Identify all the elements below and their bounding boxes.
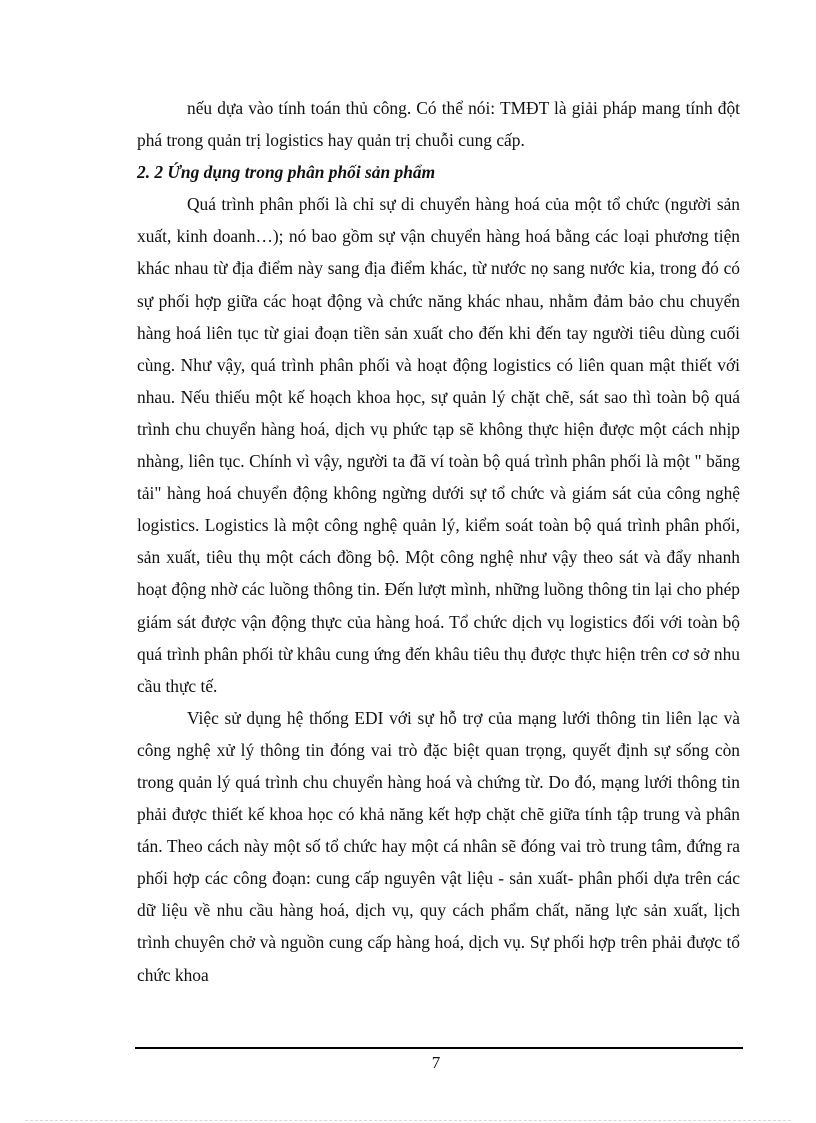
page-bottom-edge	[25, 1120, 791, 1121]
page-body	[137, 92, 740, 991]
section-heading: 2. 2 Ứng dụng trong phân phối sản phẩm	[137, 162, 436, 183]
paragraph-edi: Việc sử dụng hệ thống EDI với sự hỗ trợ của mạng lưới thông tin liên lạc và công nghệ xử lý thông tin đóng vai trò đặc biệt quan trọng, quyết định sự sống còn trong quản lý quá trình chu chuyển hàng hoá và chứng từ. Do đó, mạng lưới thông tin phải được thiết kế khoa học có khả năng kết hợp chặt chẽ giữa tính tập trung và phân tán. Theo cách này một số tổ chức hay một cá nhân sẽ đóng vai trò trung tâm, đứng ra phối hợp các công đoạn: cung cấp nguyên vật liệu - sản xuất- phân phối dựa trên các dữ liệu về nhu cầu hàng hoá, dịch vụ, quy cách phẩm chất, năng lực sản xuất, lịch trình chuyên chở và nguồn cung cấp hàng hoá, dịch vụ. Sự phối hợp trên phải được tổ chức khoa	[137, 707, 740, 985]
paragraph-distribution: Quá trình phân phối là chỉ sự di chuyển hàng hoá của một tổ chức (người sản xuất, kinh doanh…); nó bao gồm sự vận chuyển hàng hoá bằng các loại phương tiện khác nhau từ địa điểm này sang địa điểm khác, từ nước nọ sang nước kia, trong đó có sự phối hợp giữa các hoạt động và chức năng khác nhau, nhằm đảm bảo chu chuyển hàng hoá liên tục từ giai đoạn tiền sản xuất cho đến khi đến tay người tiêu dùng cuối cùng. Như vậy, quá trình phân phối và hoạt động logistics có liên quan mật thiết với nhau. Nếu thiếu một kế hoạch khoa học, sự quản lý chặt chẽ, sát sao thì toàn bộ quá trình chu chuyển hàng hoá, dịch vụ phức tạp sẽ không thực hiện được một cách nhịp nhàng, liên tục. Chính vì vậy, người ta đã ví toàn bộ quá trình phân phối là một " băng tải" hàng hoá chuyển động không ngừng dưới sự tổ chức và giám sát của công nghệ logistics. Logistics là một công nghệ quản lý, kiểm soát toàn bộ quá trình phân phối, sản xuất, tiêu thụ một cách đồng bộ. Một công nghệ như vậy theo sát và đẩy nhanh hoạt động nhờ các luồng thông tin. Đến lượt mình, những luồng thông tin lại cho phép giám sát được vận động thực của hàng hoá. Tổ chức dịch vụ logistics đối với toàn bộ quá trình phân phối từ khâu cung ứng đến khâu tiêu thụ được thực hiện trên cơ sở nhu cầu thực tế.	[137, 194, 740, 696]
footer-divider	[135, 1047, 743, 1049]
paragraph-continuation: nếu dựa vào tính toán thủ công. Có thể nói: TMĐT là giải pháp mang tính đột phá trong quản trị logistics hay quản trị chuỗi cung cấp.	[137, 98, 740, 151]
page-number: 7	[431, 1053, 441, 1072]
